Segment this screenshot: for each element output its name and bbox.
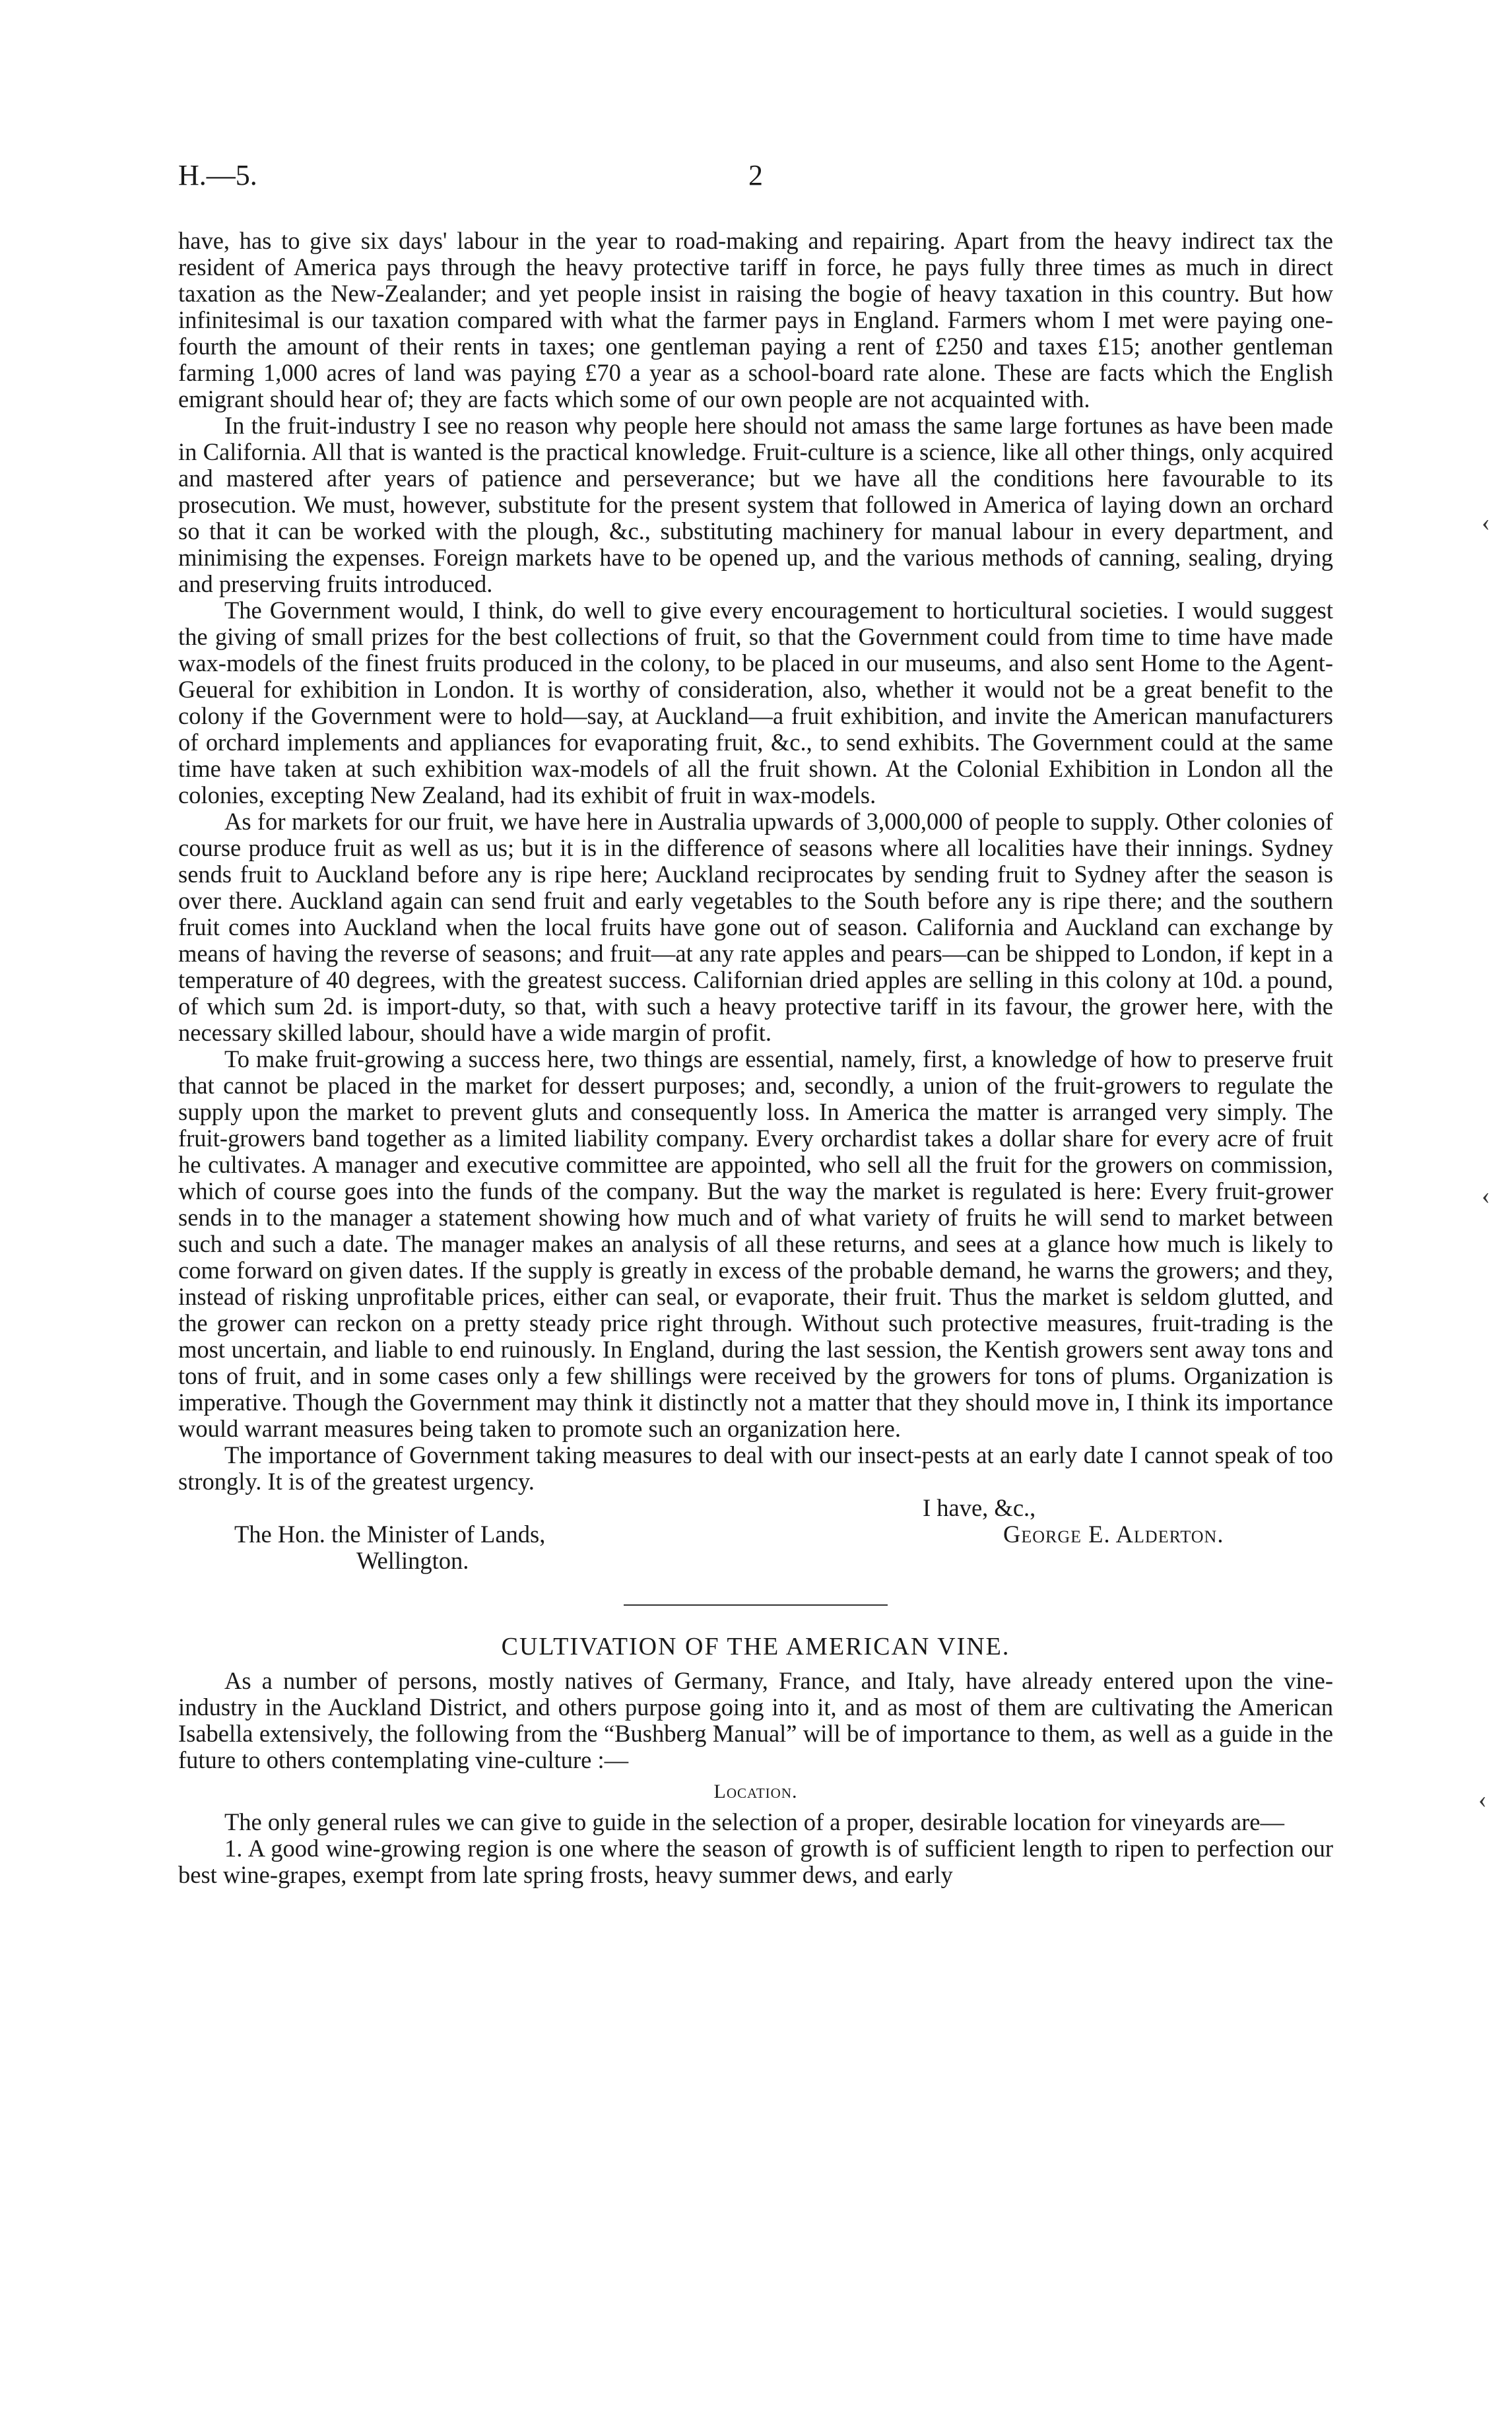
subheading-location: Location. xyxy=(713,1781,798,1802)
section-divider xyxy=(624,1604,888,1606)
paragraph-insect-pests: The importance of Government taking measures to deal with our insect-pests at an early date I cannot speak of too strongly. It is of the greatest urgency. xyxy=(178,1441,1333,1495)
paragraph-taxation: have, has to give six days' labour in the year to road-making and repairing. Apart from the heavy indirect tax the resident of America pays through the heavy protective tariff in force, he pays fully three times as much in direct taxation as the New-Zealander; and yet people insist in raising the bogie of heavy taxation in this country. But how infinitesimal is our taxation compared with what the farmer pays in England. Farmers whom I met were paying one-fourth the amount of their rents in taxes; one gentleman paying a rent of £250 and taxes £15; another gentleman farming 1,000 acres of land was paying £70 a year as a school-board rate alone. These are facts which the English emigrant should hear of; they are facts which some of our own people are not acquainted with. xyxy=(178,227,1333,412)
document-reference: H.—5. xyxy=(178,159,257,191)
letter-signoff xyxy=(178,1495,1333,1600)
page-body xyxy=(178,228,1333,1888)
margin-mark: ‹ xyxy=(1482,509,1490,537)
signature: George E. Alderton. xyxy=(1003,1521,1224,1548)
paragraph-fruit-industry: In the fruit-industry I see no reason why people here should not amass the same large fortunes as have been made in California. All that is wanted is the practical knowledge. Fruit-culture is a science, like all other things, only acquired and mastered after years of patience and perseverance; but we have all the conditions here favourable to its prosecution. We must, however, substitute for the present system that followed in America of laying down an orchard so that it can be worked with the plough, &c., substituting machinery for manual labour in every department, and minimising the expenses. Foreign markets have to be opened up, and the various methods of canning, sealing, drying and preserving fruits introduced. xyxy=(178,412,1333,597)
section-title: CULTIVATION OF THE AMERICAN VINE. xyxy=(501,1633,1010,1660)
paragraph-markets: As for markets for our fruit, we have here in Australia upwards of 3,000,000 of people to supply. Other colonies of course produce fruit as well as us; but it is in the difference of seasons where all localities have their innings. Sydney sends fruit to Auckland before any is ripe here; Auckland reciprocates by sending fruit to Sydney after the season is over there. Auckland again can send fruit and early vegetables to the South before any is ripe there; and the southern fruit comes into Auckland when the local fruits have gone out of season. California and Auckland can exchange by means of having the reverse of seasons; and fruit—at any rate apples and pears—can be shipped to London, if kept in a temperature of 40 degrees, with the greatest success. Californian dried apples are selling in this colony at 10d. a pound, of which sum 2d. is import-duty, so that, with such a heavy protective tariff in its favour, the grower here, with the necessary skilled labour, should have a wide margin of profit. xyxy=(178,808,1333,1046)
paragraph-government-encouragement: The Government would, I think, do well to give every encouragement to horticultural societies. I would suggest the giving of small prizes for the best collections of fruit, so that the Government could from time to time have made wax-models of the finest fruits produced in the colony, to be placed in our museums, and also sent Home to the Agent-Geueral for exhibition in London. It is worthy of consideration, also, whether it would not be a great benefit to the colony if the Government were to hold—say, at Auckland—a fruit exhibition, and invite the American manufacturers of orchard implements and appliances for evaporating fruit, &c., to send exhibits. The Government could at the same time have taken at such exhibition wax-models of all the fruit shown. At the Colonial Exhibition in London all the colonies, excepting New Zealand, had its exhibit of fruit in wax-models. xyxy=(178,597,1333,808)
page-number: 2 xyxy=(748,159,763,191)
paragraph-rule-one: 1. A good wine-growing region is one where the season of growth is of sufficient length to ripen to perfection our best wine-grapes, exempt from late spring frosts, heavy summer dews, and early xyxy=(178,1835,1333,1888)
margin-mark: ‹ xyxy=(1482,1182,1490,1210)
closing-line: I have, &c., xyxy=(923,1494,1036,1521)
margin-mark: ‹ xyxy=(1478,1786,1487,1814)
addressee-city: Wellington. xyxy=(356,1547,469,1574)
paragraph-organization: To make fruit-growing a success here, two things are essential, namely, first, a knowledge of how to preserve fruit that cannot be placed in the market for dessert purposes; and, secondly, a union of the fruit-growers to regulate the supply upon the market to prevent gluts and consequently loss. In America the matter is arranged very simply. The fruit-growers band together as a limited liability company. Every orchardist takes a dollar share for every acre of fruit he cultivates. A manager and executive committee are appointed, who sell all the fruit for the growers on commission, which of course goes into the funds of the company. But the way the market is regulated is here: Every fruit-grower sends in to the manager a statement showing how much and of what variety of fruits he will send to market between such and such a date. The manager makes an analysis of all these returns, and sees at a glance how much is likely to come forward on given dates. If the supply is greatly in excess of the probable demand, he warns the growers; and they, instead of risking unprofitable prices, either can seal, or evaporate, their fruit. Thus the market is seldom glutted, and the grower can reckon on a pretty steady price right through. Without such protective measures, fruit-trading is the most uncertain, and liable to end ruinously. In England, during the last session, the Kentish growers sent away tons and tons of fruit, and in some cases only a few shillings were received by the growers for tons of plums. Organization is imperative. Though the Government may think it distinctly not a matter that they should move in, I think its importance would warrant measures being taken to promote such an organization here. xyxy=(178,1045,1333,1442)
page-header xyxy=(178,158,1333,211)
section-intro: As a number of persons, mostly natives of Germany, France, and Italy, have already entered upon the vine-industry in the Auckland District, and others purpose going into it, and as most of them are cultivating the American Isabella extensively, the following from the “Bushberg Manual” will be of importance to them, as well as a guide in the future to others contemplating vine-culture :— xyxy=(178,1667,1333,1773)
paragraph-location-rules: The only general rules we can give to guide in the selection of a proper, desirable location for vineyards are— xyxy=(224,1808,1284,1835)
addressee: The Hon. the Minister of Lands, xyxy=(234,1521,546,1548)
